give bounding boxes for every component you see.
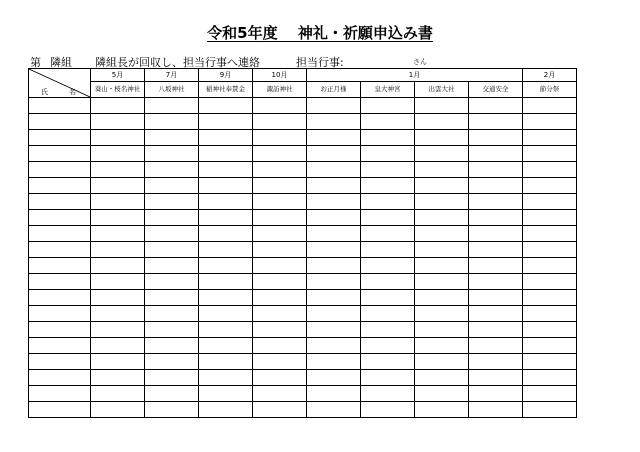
entry-cell[interactable] [199, 130, 253, 146]
entry-cell[interactable] [307, 386, 361, 402]
entry-cell[interactable] [145, 146, 199, 162]
entry-row [29, 130, 577, 146]
entry-cell[interactable] [469, 130, 523, 146]
entry-cell[interactable] [361, 162, 415, 178]
entry-cell[interactable] [253, 354, 307, 370]
entry-cell[interactable] [415, 338, 469, 354]
shrine-header-cell: 出雲大社 [415, 82, 469, 98]
name-header-given: 氏 [41, 88, 48, 96]
entry-cell[interactable] [199, 178, 253, 194]
entry-row [29, 354, 577, 370]
entry-cell[interactable] [361, 98, 415, 114]
collection-instruction: 隣組長が回収し、担当行事へ連絡 [95, 56, 260, 69]
entry-cell[interactable] [523, 130, 577, 146]
entry-cell[interactable] [199, 274, 253, 290]
entry-cell[interactable] [91, 306, 145, 322]
entry-cell[interactable] [361, 178, 415, 194]
entry-cell[interactable] [91, 338, 145, 354]
name-entry-cell[interactable] [29, 194, 91, 210]
entry-cell[interactable] [523, 146, 577, 162]
entry-cell[interactable] [307, 338, 361, 354]
application-table [28, 68, 577, 418]
entry-cell[interactable] [469, 178, 523, 194]
entry-cell[interactable] [523, 210, 577, 226]
entry-cell[interactable] [415, 210, 469, 226]
entry-cell[interactable] [91, 274, 145, 290]
entry-cell[interactable] [415, 274, 469, 290]
entry-cell[interactable] [199, 210, 253, 226]
entry-cell[interactable] [469, 338, 523, 354]
name-entry-cell[interactable] [29, 370, 91, 386]
entry-cell[interactable] [415, 146, 469, 162]
entry-cell[interactable] [307, 402, 361, 418]
entry-row [29, 114, 577, 130]
entry-cell[interactable] [523, 386, 577, 402]
entry-cell[interactable] [199, 258, 253, 274]
name-entry-cell[interactable] [29, 290, 91, 306]
entry-cell[interactable] [91, 242, 145, 258]
entry-cell[interactable] [361, 338, 415, 354]
entry-cell[interactable] [469, 114, 523, 130]
entry-cell[interactable] [253, 210, 307, 226]
name-entry-cell[interactable] [29, 210, 91, 226]
entry-cell[interactable] [145, 130, 199, 146]
name-header-family: 名 [69, 88, 76, 96]
entry-cell[interactable] [307, 306, 361, 322]
entry-row [29, 306, 577, 322]
entry-cell[interactable] [307, 258, 361, 274]
entry-cell[interactable] [199, 306, 253, 322]
entry-cell[interactable] [199, 322, 253, 338]
entry-cell[interactable] [91, 258, 145, 274]
entry-cell[interactable] [307, 290, 361, 306]
entry-cell[interactable] [145, 258, 199, 274]
officer-label: 担当行事: [296, 56, 344, 69]
entry-cell[interactable] [91, 130, 145, 146]
entry-cell[interactable] [199, 338, 253, 354]
entry-cell[interactable] [469, 306, 523, 322]
entry-cell[interactable] [307, 146, 361, 162]
entry-cell[interactable] [361, 114, 415, 130]
entry-cell[interactable] [523, 258, 577, 274]
entry-row [29, 370, 577, 386]
entry-cell[interactable] [91, 114, 145, 130]
entry-row [29, 258, 577, 274]
entry-cell[interactable] [361, 130, 415, 146]
entry-cell[interactable] [415, 162, 469, 178]
entry-cell[interactable] [91, 386, 145, 402]
group-number-suffix: 隣組 [50, 56, 72, 69]
entry-cell[interactable] [523, 338, 577, 354]
entry-cell[interactable] [145, 274, 199, 290]
entry-cell[interactable] [145, 242, 199, 258]
entry-row [29, 178, 577, 194]
entry-cell[interactable] [361, 210, 415, 226]
entry-cell[interactable] [361, 290, 415, 306]
name-header-cell [29, 69, 91, 98]
entry-cell[interactable] [361, 146, 415, 162]
name-entry-cell[interactable] [29, 178, 91, 194]
entry-cell[interactable] [469, 290, 523, 306]
month-header-cell: 7月 [145, 69, 199, 82]
entry-row [29, 290, 577, 306]
entry-cell[interactable] [145, 98, 199, 114]
name-entry-cell[interactable] [29, 242, 91, 258]
name-entry-cell[interactable] [29, 354, 91, 370]
entry-cell[interactable] [415, 402, 469, 418]
page-title: 令和5年度 神礼・祈願申込み書 [207, 24, 433, 42]
entry-cell[interactable] [415, 226, 469, 242]
entry-cell[interactable] [307, 162, 361, 178]
entry-cell[interactable] [91, 290, 145, 306]
entry-cell[interactable] [361, 226, 415, 242]
entry-cell[interactable] [253, 114, 307, 130]
entry-cell[interactable] [307, 98, 361, 114]
shrine-header-cell: お正月様 [307, 82, 361, 98]
entry-cell[interactable] [361, 370, 415, 386]
name-entry-cell[interactable] [29, 274, 91, 290]
name-entry-cell[interactable] [29, 402, 91, 418]
shrine-header-cell: 葵山・桜名神社 [91, 82, 145, 98]
entry-cell[interactable] [469, 402, 523, 418]
group-number-prefix: 第 [30, 56, 41, 69]
entry-cell[interactable] [199, 386, 253, 402]
entry-cell[interactable] [145, 226, 199, 242]
entry-cell[interactable] [307, 130, 361, 146]
entry-row [29, 274, 577, 290]
entry-cell[interactable] [361, 274, 415, 290]
entry-cell[interactable] [91, 194, 145, 210]
entry-cell[interactable] [307, 322, 361, 338]
month-header-cell: 2月 [523, 69, 577, 82]
entry-cell[interactable] [145, 386, 199, 402]
entry-cell[interactable] [523, 194, 577, 210]
entry-cell[interactable] [199, 98, 253, 114]
entry-cell[interactable] [91, 370, 145, 386]
entry-cell[interactable] [415, 178, 469, 194]
name-entry-cell[interactable] [29, 306, 91, 322]
entry-cell[interactable] [253, 146, 307, 162]
entry-cell[interactable] [145, 194, 199, 210]
entry-cell[interactable] [523, 114, 577, 130]
entry-row [29, 210, 577, 226]
entry-cell[interactable] [199, 146, 253, 162]
entry-cell[interactable] [253, 226, 307, 242]
entry-cell[interactable] [361, 242, 415, 258]
entry-cell[interactable] [523, 178, 577, 194]
entry-row [29, 226, 577, 242]
entry-cell[interactable] [415, 306, 469, 322]
entry-cell[interactable] [415, 386, 469, 402]
officer-suffix: さん [413, 58, 427, 66]
month-header-cell: 5月 [91, 69, 145, 82]
entry-cell[interactable] [91, 98, 145, 114]
entry-cell[interactable] [253, 242, 307, 258]
entry-cell[interactable] [307, 274, 361, 290]
entry-cell[interactable] [253, 386, 307, 402]
entry-cell[interactable] [199, 162, 253, 178]
entry-cell[interactable] [361, 386, 415, 402]
entry-cell[interactable] [145, 290, 199, 306]
entry-cell[interactable] [469, 322, 523, 338]
entry-cell[interactable] [523, 162, 577, 178]
entry-cell[interactable] [199, 290, 253, 306]
entry-cell[interactable] [469, 258, 523, 274]
entry-cell[interactable] [523, 354, 577, 370]
entry-cell[interactable] [145, 306, 199, 322]
entry-cell[interactable] [199, 370, 253, 386]
entry-row [29, 322, 577, 338]
entry-cell[interactable] [253, 162, 307, 178]
entry-cell[interactable] [307, 210, 361, 226]
entry-cell[interactable] [145, 114, 199, 130]
name-entry-cell[interactable] [29, 162, 91, 178]
entry-cell[interactable] [253, 98, 307, 114]
entry-cell[interactable] [253, 274, 307, 290]
shrine-header-cell: 節分祭 [523, 82, 577, 98]
entry-row [29, 402, 577, 418]
entry-cell[interactable] [199, 226, 253, 242]
name-entry-cell[interactable] [29, 338, 91, 354]
name-entry-cell[interactable] [29, 114, 91, 130]
entry-cell[interactable] [415, 258, 469, 274]
entry-cell[interactable] [523, 306, 577, 322]
entry-cell[interactable] [523, 226, 577, 242]
entry-cell[interactable] [415, 242, 469, 258]
name-entry-cell[interactable] [29, 258, 91, 274]
shrine-header-cell: 諏訪神社 [253, 82, 307, 98]
entry-cell[interactable] [307, 226, 361, 242]
entry-cell[interactable] [523, 242, 577, 258]
name-entry-cell[interactable] [29, 146, 91, 162]
entry-cell[interactable] [145, 402, 199, 418]
entry-cell[interactable] [523, 290, 577, 306]
entry-cell[interactable] [253, 258, 307, 274]
entry-cell[interactable] [469, 162, 523, 178]
entry-row [29, 194, 577, 210]
entry-cell[interactable] [307, 178, 361, 194]
entry-cell[interactable] [415, 130, 469, 146]
entry-cell[interactable] [523, 370, 577, 386]
entry-cell[interactable] [523, 98, 577, 114]
shrine-header-cell: 皇大神宮 [361, 82, 415, 98]
entry-cell[interactable] [145, 178, 199, 194]
entry-cell[interactable] [415, 114, 469, 130]
month-header-cell: 1月 [307, 69, 523, 82]
entry-cell[interactable] [253, 402, 307, 418]
entry-cell[interactable] [253, 290, 307, 306]
entry-cell[interactable] [307, 370, 361, 386]
entry-cell[interactable] [253, 322, 307, 338]
entry-cell[interactable] [91, 162, 145, 178]
entry-cell[interactable] [145, 162, 199, 178]
entry-cell[interactable] [199, 114, 253, 130]
entry-cell[interactable] [145, 322, 199, 338]
entry-cell[interactable] [415, 98, 469, 114]
entry-row [29, 146, 577, 162]
entry-cell[interactable] [91, 226, 145, 242]
entry-cell[interactable] [361, 306, 415, 322]
entry-cell[interactable] [199, 194, 253, 210]
month-header-cell: 9月 [199, 69, 253, 82]
entry-cell[interactable] [199, 242, 253, 258]
entry-cell[interactable] [415, 354, 469, 370]
entry-cell[interactable] [523, 402, 577, 418]
entry-cell[interactable] [361, 258, 415, 274]
name-entry-cell[interactable] [29, 98, 91, 114]
shrine-header-cell: 八坂神社 [145, 82, 199, 98]
entry-cell[interactable] [415, 194, 469, 210]
entry-cell[interactable] [469, 242, 523, 258]
entry-cell[interactable] [253, 178, 307, 194]
entry-cell[interactable] [361, 354, 415, 370]
entry-cell[interactable] [91, 402, 145, 418]
shrine-header-row [29, 82, 577, 98]
entry-cell[interactable] [91, 146, 145, 162]
month-header-row [29, 69, 577, 82]
entry-cell[interactable] [199, 402, 253, 418]
entry-cell[interactable] [469, 354, 523, 370]
entry-cell[interactable] [469, 146, 523, 162]
entry-cell[interactable] [361, 194, 415, 210]
entry-cell[interactable] [523, 274, 577, 290]
entry-cell[interactable] [307, 354, 361, 370]
name-entry-cell[interactable] [29, 322, 91, 338]
entry-cell[interactable] [415, 370, 469, 386]
entry-cell[interactable] [469, 98, 523, 114]
entry-cell[interactable] [199, 354, 253, 370]
month-header-cell: 10月 [253, 69, 307, 82]
entry-cell[interactable] [307, 242, 361, 258]
entry-cell[interactable] [415, 322, 469, 338]
entry-cell[interactable] [91, 178, 145, 194]
name-entry-cell[interactable] [29, 386, 91, 402]
entry-row [29, 98, 577, 114]
entry-cell[interactable] [307, 194, 361, 210]
entry-cell[interactable] [415, 290, 469, 306]
diagonal-line [29, 69, 90, 97]
entry-row [29, 386, 577, 402]
entry-cell[interactable] [469, 274, 523, 290]
entry-cell[interactable] [469, 386, 523, 402]
name-entry-cell[interactable] [29, 226, 91, 242]
entry-cell[interactable] [145, 370, 199, 386]
entry-cell[interactable] [253, 194, 307, 210]
entry-cell[interactable] [253, 370, 307, 386]
entry-cell[interactable] [469, 194, 523, 210]
shrine-header-cell: 交通安全 [469, 82, 523, 98]
entry-row [29, 242, 577, 258]
entry-cell[interactable] [469, 210, 523, 226]
entry-cell[interactable] [469, 370, 523, 386]
entry-cell[interactable] [253, 130, 307, 146]
entry-cell[interactable] [307, 114, 361, 130]
entry-cell[interactable] [469, 226, 523, 242]
entry-cell[interactable] [145, 338, 199, 354]
entry-cell[interactable] [523, 322, 577, 338]
entry-cell[interactable] [91, 210, 145, 226]
entry-cell[interactable] [253, 338, 307, 354]
entry-cell[interactable] [361, 322, 415, 338]
entry-cell[interactable] [145, 210, 199, 226]
entry-cell[interactable] [91, 322, 145, 338]
name-entry-cell[interactable] [29, 130, 91, 146]
entry-cell[interactable] [361, 402, 415, 418]
entry-cell[interactable] [91, 354, 145, 370]
entry-cell[interactable] [253, 306, 307, 322]
shrine-header-cell: 稲神社奉賛金 [199, 82, 253, 98]
entry-row [29, 338, 577, 354]
entry-cell[interactable] [145, 354, 199, 370]
entry-row [29, 162, 577, 178]
